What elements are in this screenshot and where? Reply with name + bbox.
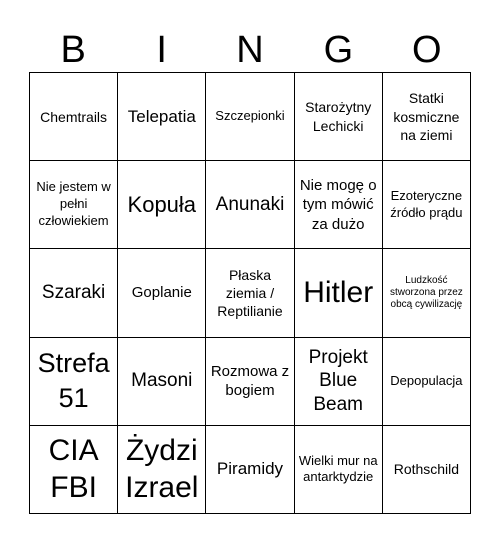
- bingo-cell[interactable]: Goplanie: [118, 249, 206, 337]
- bingo-cell[interactable]: Szczepionki: [206, 73, 294, 161]
- bingo-cell[interactable]: Nie jestem w pełni człowiekiem: [30, 161, 118, 249]
- bingo-cell[interactable]: Depopulacja: [383, 338, 471, 426]
- bingo-cell[interactable]: Ezoteryczne źródło prądu: [383, 161, 471, 249]
- bingo-cell[interactable]: Starożytny Lechicki: [295, 73, 383, 161]
- header-letter-g: G: [323, 29, 354, 71]
- header-letter-i: I: [156, 29, 167, 71]
- header-letter-o: O: [412, 29, 442, 71]
- bingo-cell[interactable]: Piramidy: [206, 426, 294, 514]
- bingo-cell[interactable]: Rothschild: [383, 426, 471, 514]
- bingo-cell[interactable]: Kopuła: [118, 161, 206, 249]
- bingo-cell[interactable]: Chemtrails: [30, 73, 118, 161]
- bingo-cell[interactable]: Strefa 51: [30, 338, 118, 426]
- bingo-cell[interactable]: Statki kosmiczne na ziemi: [383, 73, 471, 161]
- header-letter-n: N: [236, 29, 264, 71]
- bingo-cell[interactable]: Wielki mur na antarktydzie: [295, 426, 383, 514]
- bingo-cell[interactable]: Rozmowa z bogiem: [206, 338, 294, 426]
- bingo-cell[interactable]: Szaraki: [30, 249, 118, 337]
- bingo-cell[interactable]: Hitler: [295, 249, 383, 337]
- bingo-cell[interactable]: Płaska ziemia / Reptilianie: [206, 249, 294, 337]
- bingo-cell[interactable]: Nie mogę o tym mówić za dużo: [295, 161, 383, 249]
- bingo-cell[interactable]: Telepatia: [118, 73, 206, 161]
- bingo-cell[interactable]: Ludzkość stworzona przez obcą cywilizację: [383, 249, 471, 337]
- bingo-cell[interactable]: Anunaki: [206, 161, 294, 249]
- bingo-header: [29, 26, 471, 74]
- bingo-board: [29, 72, 471, 514]
- bingo-cell[interactable]: Żydzi Izrael: [118, 426, 206, 514]
- bingo-cell[interactable]: Projekt Blue Beam: [295, 338, 383, 426]
- bingo-cell[interactable]: CIA FBI: [30, 426, 118, 514]
- bingo-cell[interactable]: Masoni: [118, 338, 206, 426]
- header-letter-b: B: [60, 29, 86, 71]
